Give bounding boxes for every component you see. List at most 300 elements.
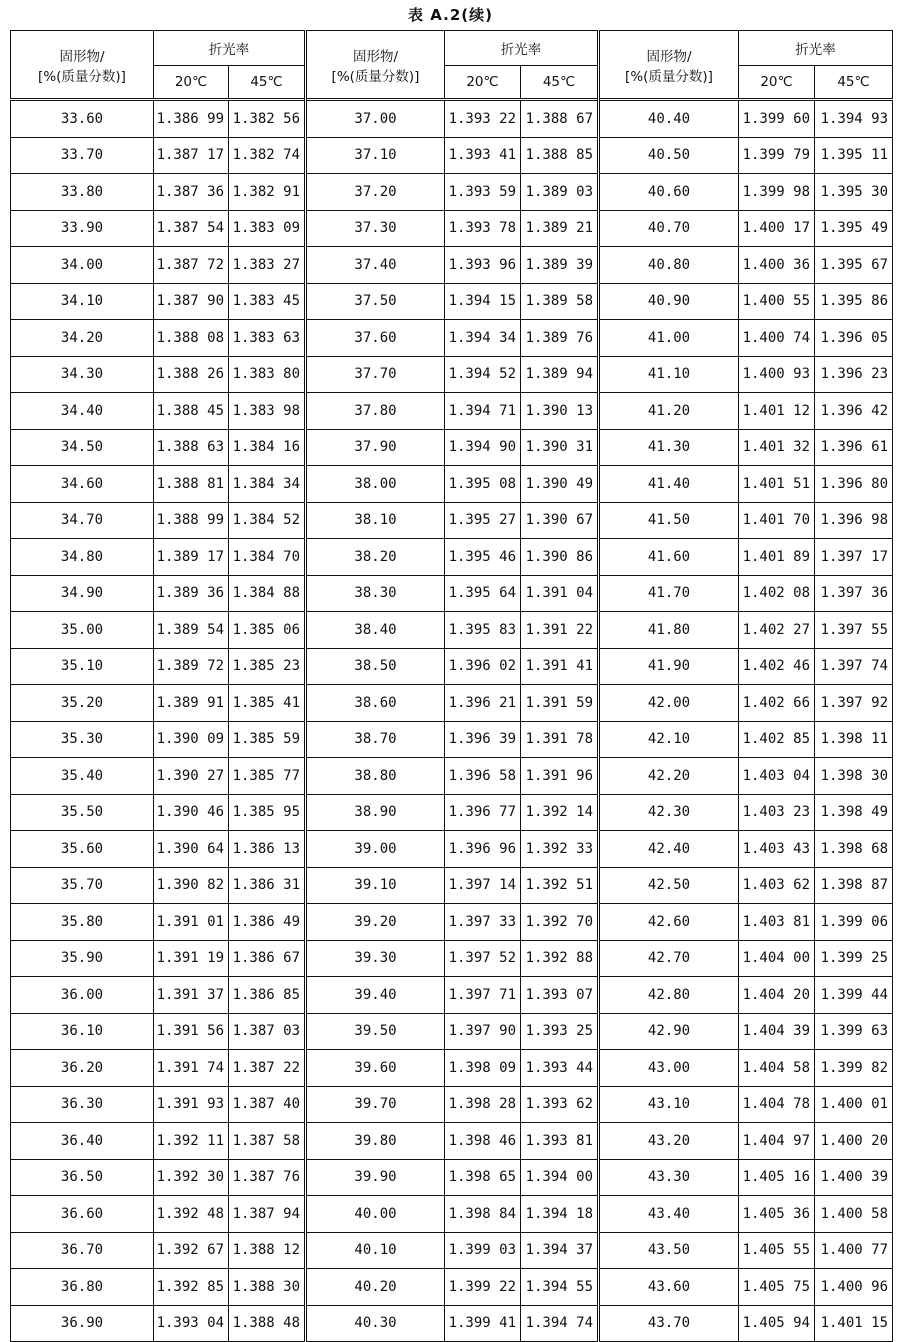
ri-20-cell: 1.405 55	[739, 1232, 815, 1269]
solid-cell: 34.60	[11, 466, 154, 503]
ri-45-cell: 1.396 05	[815, 320, 893, 357]
solid-cell: 43.60	[599, 1269, 739, 1306]
solid-cell: 42.90	[599, 1013, 739, 1050]
ri-20-cell: 1.402 27	[739, 612, 815, 649]
solid-cell: 37.70	[306, 356, 445, 393]
ri-20-cell: 1.390 64	[154, 831, 229, 868]
ri-45-cell: 1.394 18	[521, 1196, 599, 1233]
ri-45-cell: 1.383 09	[229, 210, 306, 247]
solid-cell: 33.90	[11, 210, 154, 247]
ri-20-cell: 1.394 15	[445, 283, 521, 320]
ri-45-cell: 1.392 14	[521, 794, 599, 831]
ri-20-cell: 1.392 30	[154, 1159, 229, 1196]
ri-20-cell: 1.392 85	[154, 1269, 229, 1306]
ri-20-cell: 1.386 99	[154, 100, 229, 138]
solid-cell: 37.80	[306, 393, 445, 430]
ri-20-cell: 1.404 78	[739, 1086, 815, 1123]
table-row	[11, 1305, 893, 1342]
refraction-header: 折光率	[739, 31, 893, 66]
ri-45-cell: 1.383 80	[229, 356, 306, 393]
solid-cell: 38.00	[306, 466, 445, 503]
ri-20-cell: 1.398 84	[445, 1196, 521, 1233]
solid-cell: 42.40	[599, 831, 739, 868]
ri-20-cell: 1.387 54	[154, 210, 229, 247]
ri-45-cell: 1.397 92	[815, 685, 893, 722]
ri-20-cell: 1.392 67	[154, 1232, 229, 1269]
ri-20-cell: 1.389 91	[154, 685, 229, 722]
ri-45-cell: 1.400 96	[815, 1269, 893, 1306]
solid-cell: 43.40	[599, 1196, 739, 1233]
solid-cell: 42.80	[599, 977, 739, 1014]
ri-20-cell: 1.393 04	[154, 1305, 229, 1342]
page-title: 表 A.2(续)	[408, 6, 493, 24]
solid-cell: 34.90	[11, 575, 154, 612]
ri-20-cell: 1.405 36	[739, 1196, 815, 1233]
ri-45-cell: 1.388 67	[521, 100, 599, 138]
ri-20-cell: 1.393 22	[445, 100, 521, 138]
ri-20-cell: 1.402 66	[739, 685, 815, 722]
solid-cell: 39.40	[306, 977, 445, 1014]
table-row	[11, 429, 893, 466]
ri-45-cell: 1.400 77	[815, 1232, 893, 1269]
ri-45-cell: 1.384 70	[229, 539, 306, 576]
ri-20-cell: 1.392 11	[154, 1123, 229, 1160]
ri-20-cell: 1.405 94	[739, 1305, 815, 1342]
temp-45-header: 45℃	[815, 66, 893, 100]
ri-45-cell: 1.391 04	[521, 575, 599, 612]
ri-45-cell: 1.391 59	[521, 685, 599, 722]
ri-20-cell: 1.393 59	[445, 174, 521, 211]
ri-45-cell: 1.385 59	[229, 721, 306, 758]
table-row	[11, 977, 893, 1014]
ri-20-cell: 1.394 90	[445, 429, 521, 466]
ri-20-cell: 1.405 16	[739, 1159, 815, 1196]
ri-20-cell: 1.395 46	[445, 539, 521, 576]
solid-cell: 41.30	[599, 429, 739, 466]
ri-20-cell: 1.391 19	[154, 940, 229, 977]
solid-cell: 41.60	[599, 539, 739, 576]
ri-45-cell: 1.390 49	[521, 466, 599, 503]
ri-20-cell: 1.390 46	[154, 794, 229, 831]
solid-cell: 38.20	[306, 539, 445, 576]
ri-45-cell: 1.392 88	[521, 940, 599, 977]
solid-header-unit: [%(质量分数)]	[625, 68, 713, 85]
solid-cell: 38.80	[306, 758, 445, 795]
solid-cell: 43.20	[599, 1123, 739, 1160]
solid-header	[306, 31, 445, 100]
solid-cell: 40.50	[599, 137, 739, 174]
ri-20-cell: 1.397 52	[445, 940, 521, 977]
table-row	[11, 1013, 893, 1050]
ri-20-cell: 1.387 72	[154, 247, 229, 284]
ri-20-cell: 1.400 74	[739, 320, 815, 357]
solid-cell: 40.40	[599, 100, 739, 138]
ri-20-cell: 1.387 17	[154, 137, 229, 174]
ri-20-cell: 1.391 37	[154, 977, 229, 1014]
solid-cell: 37.40	[306, 247, 445, 284]
ri-20-cell: 1.401 89	[739, 539, 815, 576]
ri-45-cell: 1.386 49	[229, 904, 306, 941]
ri-45-cell: 1.392 33	[521, 831, 599, 868]
ri-20-cell: 1.389 36	[154, 575, 229, 612]
ri-20-cell: 1.403 62	[739, 867, 815, 904]
solid-cell: 41.50	[599, 502, 739, 539]
temp-20-header: 20℃	[154, 66, 229, 100]
ri-20-cell: 1.400 17	[739, 210, 815, 247]
ri-45-cell: 1.385 06	[229, 612, 306, 649]
ri-45-cell: 1.397 74	[815, 648, 893, 685]
solid-cell: 35.40	[11, 758, 154, 795]
ri-45-cell: 1.394 00	[521, 1159, 599, 1196]
ri-45-cell: 1.399 63	[815, 1013, 893, 1050]
ri-45-cell: 1.387 40	[229, 1086, 306, 1123]
solid-cell: 41.90	[599, 648, 739, 685]
ri-45-cell: 1.382 56	[229, 100, 306, 138]
ri-20-cell: 1.393 78	[445, 210, 521, 247]
ri-45-cell: 1.387 22	[229, 1050, 306, 1087]
ri-20-cell: 1.388 26	[154, 356, 229, 393]
ri-20-cell: 1.391 01	[154, 904, 229, 941]
ri-20-cell: 1.399 22	[445, 1269, 521, 1306]
solid-cell: 43.00	[599, 1050, 739, 1087]
solid-cell: 37.60	[306, 320, 445, 357]
solid-cell: 39.80	[306, 1123, 445, 1160]
solid-cell: 36.10	[11, 1013, 154, 1050]
ri-20-cell: 1.388 81	[154, 466, 229, 503]
ri-45-cell: 1.396 80	[815, 466, 893, 503]
solid-header-label: 固形物/	[59, 48, 105, 65]
solid-header	[11, 31, 154, 100]
ri-45-cell: 1.395 67	[815, 247, 893, 284]
ri-45-cell: 1.398 87	[815, 867, 893, 904]
ri-20-cell: 1.403 81	[739, 904, 815, 941]
solid-cell: 41.10	[599, 356, 739, 393]
ri-45-cell: 1.385 77	[229, 758, 306, 795]
table-row	[11, 940, 893, 977]
ri-20-cell: 1.393 96	[445, 247, 521, 284]
solid-cell: 37.00	[306, 100, 445, 138]
ri-20-cell: 1.399 60	[739, 100, 815, 138]
ri-45-cell: 1.400 58	[815, 1196, 893, 1233]
table-row	[11, 1196, 893, 1233]
ri-45-cell: 1.396 23	[815, 356, 893, 393]
table-row	[11, 393, 893, 430]
ri-45-cell: 1.396 61	[815, 429, 893, 466]
ri-45-cell: 1.391 96	[521, 758, 599, 795]
solid-cell: 35.00	[11, 612, 154, 649]
solid-cell: 35.10	[11, 648, 154, 685]
solid-cell: 40.20	[306, 1269, 445, 1306]
solid-cell: 34.00	[11, 247, 154, 284]
solid-cell: 38.10	[306, 502, 445, 539]
ri-20-cell: 1.397 14	[445, 867, 521, 904]
solid-cell: 35.30	[11, 721, 154, 758]
ri-20-cell: 1.395 83	[445, 612, 521, 649]
ri-45-cell: 1.394 55	[521, 1269, 599, 1306]
solid-cell: 42.00	[599, 685, 739, 722]
table-row	[11, 137, 893, 174]
ri-45-cell: 1.393 62	[521, 1086, 599, 1123]
solid-cell: 43.70	[599, 1305, 739, 1342]
ri-45-cell: 1.389 39	[521, 247, 599, 284]
ri-45-cell: 1.398 68	[815, 831, 893, 868]
solid-cell: 40.70	[599, 210, 739, 247]
solid-cell: 43.10	[599, 1086, 739, 1123]
solid-cell: 36.70	[11, 1232, 154, 1269]
ri-20-cell: 1.394 52	[445, 356, 521, 393]
ri-20-cell: 1.397 33	[445, 904, 521, 941]
temp-45-header: 45℃	[229, 66, 306, 100]
solid-cell: 37.10	[306, 137, 445, 174]
table-row	[11, 1123, 893, 1160]
solid-cell: 36.40	[11, 1123, 154, 1160]
table-row	[11, 247, 893, 284]
ri-20-cell: 1.396 58	[445, 758, 521, 795]
ri-45-cell: 1.386 67	[229, 940, 306, 977]
ri-45-cell: 1.386 85	[229, 977, 306, 1014]
ri-45-cell: 1.385 23	[229, 648, 306, 685]
ri-45-cell: 1.387 76	[229, 1159, 306, 1196]
ri-45-cell: 1.385 95	[229, 794, 306, 831]
ri-20-cell: 1.389 54	[154, 612, 229, 649]
solid-cell: 39.60	[306, 1050, 445, 1087]
ri-45-cell: 1.399 06	[815, 904, 893, 941]
solid-cell: 39.20	[306, 904, 445, 941]
ri-45-cell: 1.383 98	[229, 393, 306, 430]
solid-cell: 38.90	[306, 794, 445, 831]
ri-45-cell: 1.387 94	[229, 1196, 306, 1233]
ri-20-cell: 1.399 79	[739, 137, 815, 174]
solid-cell: 34.50	[11, 429, 154, 466]
ri-20-cell: 1.401 32	[739, 429, 815, 466]
refraction-header: 折光率	[154, 31, 306, 66]
ri-45-cell: 1.390 67	[521, 502, 599, 539]
solid-cell: 37.90	[306, 429, 445, 466]
ri-20-cell: 1.404 00	[739, 940, 815, 977]
ri-45-cell: 1.391 41	[521, 648, 599, 685]
table-row	[11, 721, 893, 758]
solid-cell: 34.20	[11, 320, 154, 357]
solid-cell: 39.10	[306, 867, 445, 904]
solid-cell: 41.00	[599, 320, 739, 357]
solid-cell: 33.80	[11, 174, 154, 211]
solid-cell: 40.10	[306, 1232, 445, 1269]
ri-45-cell: 1.387 03	[229, 1013, 306, 1050]
ri-20-cell: 1.399 98	[739, 174, 815, 211]
ri-45-cell: 1.394 37	[521, 1232, 599, 1269]
solid-cell: 43.30	[599, 1159, 739, 1196]
ri-45-cell: 1.397 55	[815, 612, 893, 649]
solid-cell: 42.70	[599, 940, 739, 977]
ri-20-cell: 1.402 85	[739, 721, 815, 758]
solid-cell: 35.50	[11, 794, 154, 831]
ri-20-cell: 1.397 71	[445, 977, 521, 1014]
ri-45-cell: 1.395 30	[815, 174, 893, 211]
solid-cell: 41.20	[599, 393, 739, 430]
ri-20-cell: 1.388 45	[154, 393, 229, 430]
ri-45-cell: 1.393 25	[521, 1013, 599, 1050]
ri-20-cell: 1.397 90	[445, 1013, 521, 1050]
table-row	[11, 1232, 893, 1269]
table-row	[11, 1050, 893, 1087]
ri-45-cell: 1.393 07	[521, 977, 599, 1014]
ri-45-cell: 1.390 13	[521, 393, 599, 430]
solid-cell: 35.20	[11, 685, 154, 722]
solid-cell: 39.30	[306, 940, 445, 977]
table-row	[11, 904, 893, 941]
ri-45-cell: 1.396 98	[815, 502, 893, 539]
ri-20-cell: 1.387 90	[154, 283, 229, 320]
solid-header-label: 固形物/	[646, 48, 692, 65]
table-row	[11, 1269, 893, 1306]
ri-20-cell: 1.403 43	[739, 831, 815, 868]
solid-cell: 36.00	[11, 977, 154, 1014]
ri-45-cell: 1.398 49	[815, 794, 893, 831]
ri-45-cell: 1.393 81	[521, 1123, 599, 1160]
ri-45-cell: 1.391 78	[521, 721, 599, 758]
ri-20-cell: 1.403 04	[739, 758, 815, 795]
ri-45-cell: 1.398 11	[815, 721, 893, 758]
solid-header	[599, 31, 739, 100]
ri-20-cell: 1.396 39	[445, 721, 521, 758]
table-row	[11, 539, 893, 576]
ri-45-cell: 1.399 25	[815, 940, 893, 977]
ri-20-cell: 1.400 36	[739, 247, 815, 284]
solid-cell: 38.70	[306, 721, 445, 758]
ri-20-cell: 1.387 36	[154, 174, 229, 211]
ri-20-cell: 1.389 17	[154, 539, 229, 576]
ri-20-cell: 1.388 08	[154, 320, 229, 357]
ri-20-cell: 1.398 65	[445, 1159, 521, 1196]
solid-cell: 43.50	[599, 1232, 739, 1269]
ri-45-cell: 1.399 82	[815, 1050, 893, 1087]
ri-45-cell: 1.398 30	[815, 758, 893, 795]
ri-45-cell: 1.384 16	[229, 429, 306, 466]
ri-45-cell: 1.390 31	[521, 429, 599, 466]
ri-45-cell: 1.389 94	[521, 356, 599, 393]
table-row	[11, 466, 893, 503]
table-row	[11, 794, 893, 831]
ri-45-cell: 1.393 44	[521, 1050, 599, 1087]
ri-20-cell: 1.404 39	[739, 1013, 815, 1050]
solid-cell: 36.50	[11, 1159, 154, 1196]
ri-45-cell: 1.386 31	[229, 867, 306, 904]
table-row	[11, 320, 893, 357]
ri-45-cell: 1.400 39	[815, 1159, 893, 1196]
ri-20-cell: 1.398 09	[445, 1050, 521, 1087]
solid-cell: 38.60	[306, 685, 445, 722]
ri-20-cell: 1.395 08	[445, 466, 521, 503]
ri-45-cell: 1.395 49	[815, 210, 893, 247]
ri-20-cell: 1.404 58	[739, 1050, 815, 1087]
ri-45-cell: 1.399 44	[815, 977, 893, 1014]
solid-cell: 38.40	[306, 612, 445, 649]
temp-20-header: 20℃	[445, 66, 521, 100]
ri-45-cell: 1.389 76	[521, 320, 599, 357]
ri-20-cell: 1.391 74	[154, 1050, 229, 1087]
table-row	[11, 612, 893, 649]
solid-cell: 35.60	[11, 831, 154, 868]
solid-cell: 36.90	[11, 1305, 154, 1342]
ri-20-cell: 1.394 71	[445, 393, 521, 430]
ri-20-cell: 1.399 41	[445, 1305, 521, 1342]
table-row	[11, 100, 893, 138]
ri-45-cell: 1.392 51	[521, 867, 599, 904]
ri-20-cell: 1.391 93	[154, 1086, 229, 1123]
solid-cell: 37.50	[306, 283, 445, 320]
ri-45-cell: 1.388 30	[229, 1269, 306, 1306]
solid-header-label: 固形物/	[352, 48, 399, 65]
solid-cell: 34.30	[11, 356, 154, 393]
ri-20-cell: 1.396 77	[445, 794, 521, 831]
solid-cell: 42.20	[599, 758, 739, 795]
table-row	[11, 174, 893, 211]
ri-20-cell: 1.393 41	[445, 137, 521, 174]
table-row	[11, 831, 893, 868]
ri-45-cell: 1.383 63	[229, 320, 306, 357]
solid-cell: 33.60	[11, 100, 154, 138]
ri-20-cell: 1.404 20	[739, 977, 815, 1014]
solid-cell: 42.10	[599, 721, 739, 758]
solid-cell: 33.70	[11, 137, 154, 174]
ri-20-cell: 1.392 48	[154, 1196, 229, 1233]
solid-cell: 40.80	[599, 247, 739, 284]
ri-20-cell: 1.401 12	[739, 393, 815, 430]
header-row-1	[11, 31, 893, 66]
solid-header-unit: [%(质量分数)]	[331, 68, 420, 85]
ri-20-cell: 1.390 27	[154, 758, 229, 795]
ri-45-cell: 1.384 52	[229, 502, 306, 539]
table-body	[11, 100, 893, 1342]
ri-20-cell: 1.389 72	[154, 648, 229, 685]
ri-45-cell: 1.394 93	[815, 100, 893, 138]
ri-20-cell: 1.395 64	[445, 575, 521, 612]
solid-cell: 42.50	[599, 867, 739, 904]
ri-20-cell: 1.405 75	[739, 1269, 815, 1306]
ri-20-cell: 1.403 23	[739, 794, 815, 831]
ri-45-cell: 1.386 13	[229, 831, 306, 868]
solid-cell: 39.90	[306, 1159, 445, 1196]
solid-cell: 40.00	[306, 1196, 445, 1233]
ri-45-cell: 1.384 88	[229, 575, 306, 612]
ri-20-cell: 1.400 55	[739, 283, 815, 320]
ri-45-cell: 1.395 86	[815, 283, 893, 320]
ri-20-cell: 1.396 02	[445, 648, 521, 685]
solid-cell: 40.90	[599, 283, 739, 320]
solid-cell: 39.70	[306, 1086, 445, 1123]
refraction-table	[10, 30, 893, 1342]
ri-45-cell: 1.400 01	[815, 1086, 893, 1123]
solid-cell: 39.50	[306, 1013, 445, 1050]
ri-20-cell: 1.388 99	[154, 502, 229, 539]
solid-cell: 35.80	[11, 904, 154, 941]
ri-45-cell: 1.389 21	[521, 210, 599, 247]
ri-20-cell: 1.395 27	[445, 502, 521, 539]
solid-cell: 42.60	[599, 904, 739, 941]
solid-cell: 35.70	[11, 867, 154, 904]
ri-45-cell: 1.395 11	[815, 137, 893, 174]
solid-cell: 34.70	[11, 502, 154, 539]
solid-cell: 36.60	[11, 1196, 154, 1233]
solid-cell: 39.00	[306, 831, 445, 868]
solid-cell: 35.90	[11, 940, 154, 977]
ri-45-cell: 1.388 85	[521, 137, 599, 174]
solid-cell: 41.70	[599, 575, 739, 612]
table-row	[11, 685, 893, 722]
table-row	[11, 283, 893, 320]
temp-45-header: 45℃	[521, 66, 599, 100]
ri-20-cell: 1.388 63	[154, 429, 229, 466]
